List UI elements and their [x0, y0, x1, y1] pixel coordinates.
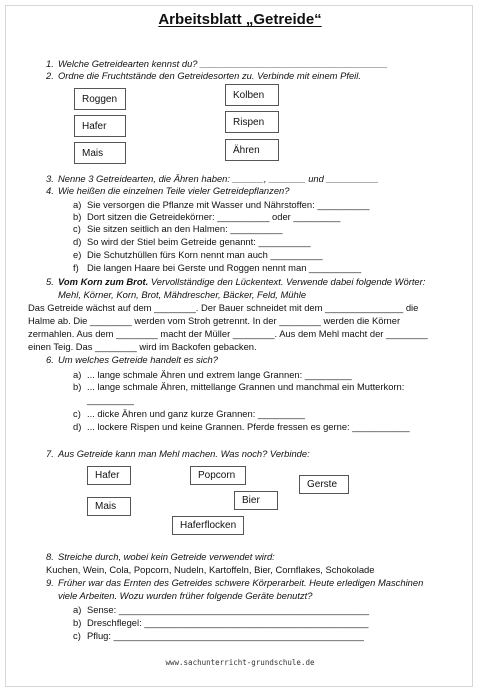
- q7-box-haferflocken: Haferflocken: [172, 516, 244, 535]
- q6-text: Um welches Getreide handelt es sich?: [58, 354, 218, 365]
- q6-item-b-cont: _________: [87, 394, 134, 405]
- q9-item-c: Pflug: ________________________________________________: [87, 630, 364, 641]
- q7-box-popcorn: Popcorn: [190, 466, 246, 485]
- q1-text: Welche Getreidearten kennst du? ____________________________________: [58, 58, 388, 69]
- q4-item-c: Sie sitzen seitlich an den Halmen: __________: [87, 223, 283, 234]
- q7-box-bier: Bier: [234, 491, 278, 510]
- footer-url: www.sachunterricht-grundschule.de: [165, 658, 315, 667]
- q1-number: 1.: [46, 58, 54, 69]
- q9-number: 9.: [46, 577, 54, 588]
- q6-letter-b: b): [73, 381, 82, 392]
- q6-item-a: ... lange schmale Ähren und extrem lange Grannen: _________: [87, 369, 352, 380]
- q4-letter-c: c): [73, 223, 81, 234]
- q8-number: 8.: [46, 551, 54, 562]
- q7-box-mais: Mais: [87, 497, 131, 516]
- q8-words: Kuchen, Wein, Cola, Popcorn, Nudeln, Kartoffeln, Bier, Cornflakes, Schokolade: [46, 564, 375, 575]
- q9-text: Früher war das Ernten des Getreides schwere Körperarbeit. Heute erledigen Maschinen: [58, 577, 424, 588]
- q5-text: Vervollständige den Lückentext. Verwende dabei folgende Wörter:: [148, 276, 426, 287]
- q2-number: 2.: [46, 70, 54, 81]
- q6-item-d: ... lockere Rispen und keine Grannen. Pferde fressen es gerne: ___________: [87, 421, 410, 432]
- q3-number: 3.: [46, 173, 54, 184]
- q6-letter-a: a): [73, 369, 82, 380]
- q4-item-d: So wird der Stiel beim Getreide genannt: __________: [87, 236, 311, 247]
- q4-text: Wie heißen die einzelnen Teile vieler Getreidepflanzen?: [58, 185, 290, 196]
- q5-line-3: zermahlen. Aus dem ________ macht der Müller ________. Aus dem Mehl macht der ________: [28, 328, 428, 339]
- q5-words: Mehl, Körner, Korn, Brot, Mähdrescher, Bäcker, Feld, Mühle: [58, 289, 307, 300]
- q5-number: 5.: [46, 276, 54, 287]
- q5-line-4: einen Teig. Das ________ wird im Backofen gebacken.: [28, 341, 257, 352]
- q9-letter-a: a): [73, 604, 82, 615]
- q4-item-b: Dort sitzen die Getreidekörner: __________ oder _________: [87, 211, 341, 222]
- q2-text: Ordne die Fruchtstände den Getreidesorten zu. Verbinde mit einem Pfeil.: [58, 70, 361, 81]
- page-title: Arbeitsblatt „Getreide“: [158, 11, 322, 28]
- q6-letter-c: c): [73, 408, 81, 419]
- q4-letter-f: f): [73, 262, 79, 273]
- q7-box-hafer: Hafer: [87, 466, 131, 485]
- q6-item-b: ... lange schmale Ähren, mittellange Grannen und manchmal ein Mutterkorn:: [87, 381, 405, 392]
- q3-text: Nenne 3 Getreidearten, die Ähren haben: ______, _______ und __________: [58, 173, 379, 184]
- q2-box-hafer: Hafer: [74, 115, 126, 137]
- q9-letter-c: c): [73, 630, 81, 641]
- q7-box-gerste: Gerste: [299, 475, 349, 494]
- q9-letter-b: b): [73, 617, 82, 628]
- q7-text: Aus Getreide kann man Mehl machen. Was noch? Verbinde:: [58, 448, 310, 459]
- q7-number: 7.: [46, 448, 54, 459]
- q9-item-a: Sense: ________________________________________________: [87, 604, 370, 615]
- q4-letter-b: b): [73, 211, 82, 222]
- q5-line-1: Das Getreide wächst auf dem ________. Der Bauer schneidet mit dem _______________ die: [28, 302, 419, 313]
- q6-number: 6.: [46, 354, 54, 365]
- q4-item-a: Sie versorgen die Pflanze mit Wasser und Nährstoffen: __________: [87, 199, 370, 210]
- q4-item-f: Die langen Haare bei Gerste und Roggen nennt man __________: [87, 262, 362, 273]
- q4-letter-a: a): [73, 199, 82, 210]
- q2-box-mais: Mais: [74, 142, 126, 164]
- q4-letter-e: e): [73, 249, 82, 260]
- q2-box-rispen: Rispen: [225, 111, 279, 133]
- q2-box-aehren: Ähren: [225, 139, 279, 161]
- q4-letter-d: d): [73, 236, 82, 247]
- q5-bold: Vom Korn zum Brot.: [58, 276, 149, 287]
- q5-line-2: Halme ab. Die ________ werden vom Stroh getrennt. In der ________ werden die Körner: [28, 315, 401, 326]
- q6-letter-d: d): [73, 421, 82, 432]
- q6-item-c: ... dicke Ähren und ganz kurze Grannen: _________: [87, 408, 305, 419]
- q8-text: Streiche durch, wobei kein Getreide verwendet wird:: [58, 551, 275, 562]
- q9-item-b: Dreschflegel: ___________________________________________: [87, 617, 369, 628]
- q2-box-roggen: Roggen: [74, 88, 126, 110]
- q5-heading: [58, 276, 425, 288]
- q2-box-kolben: Kolben: [225, 84, 279, 106]
- q4-number: 4.: [46, 185, 54, 196]
- q4-item-e: Die Schutzhüllen fürs Korn nennt man auch __________: [87, 249, 323, 260]
- q9-text-2: viele Arbeiten. Wozu wurden früher folgende Geräte benutzt?: [58, 590, 313, 601]
